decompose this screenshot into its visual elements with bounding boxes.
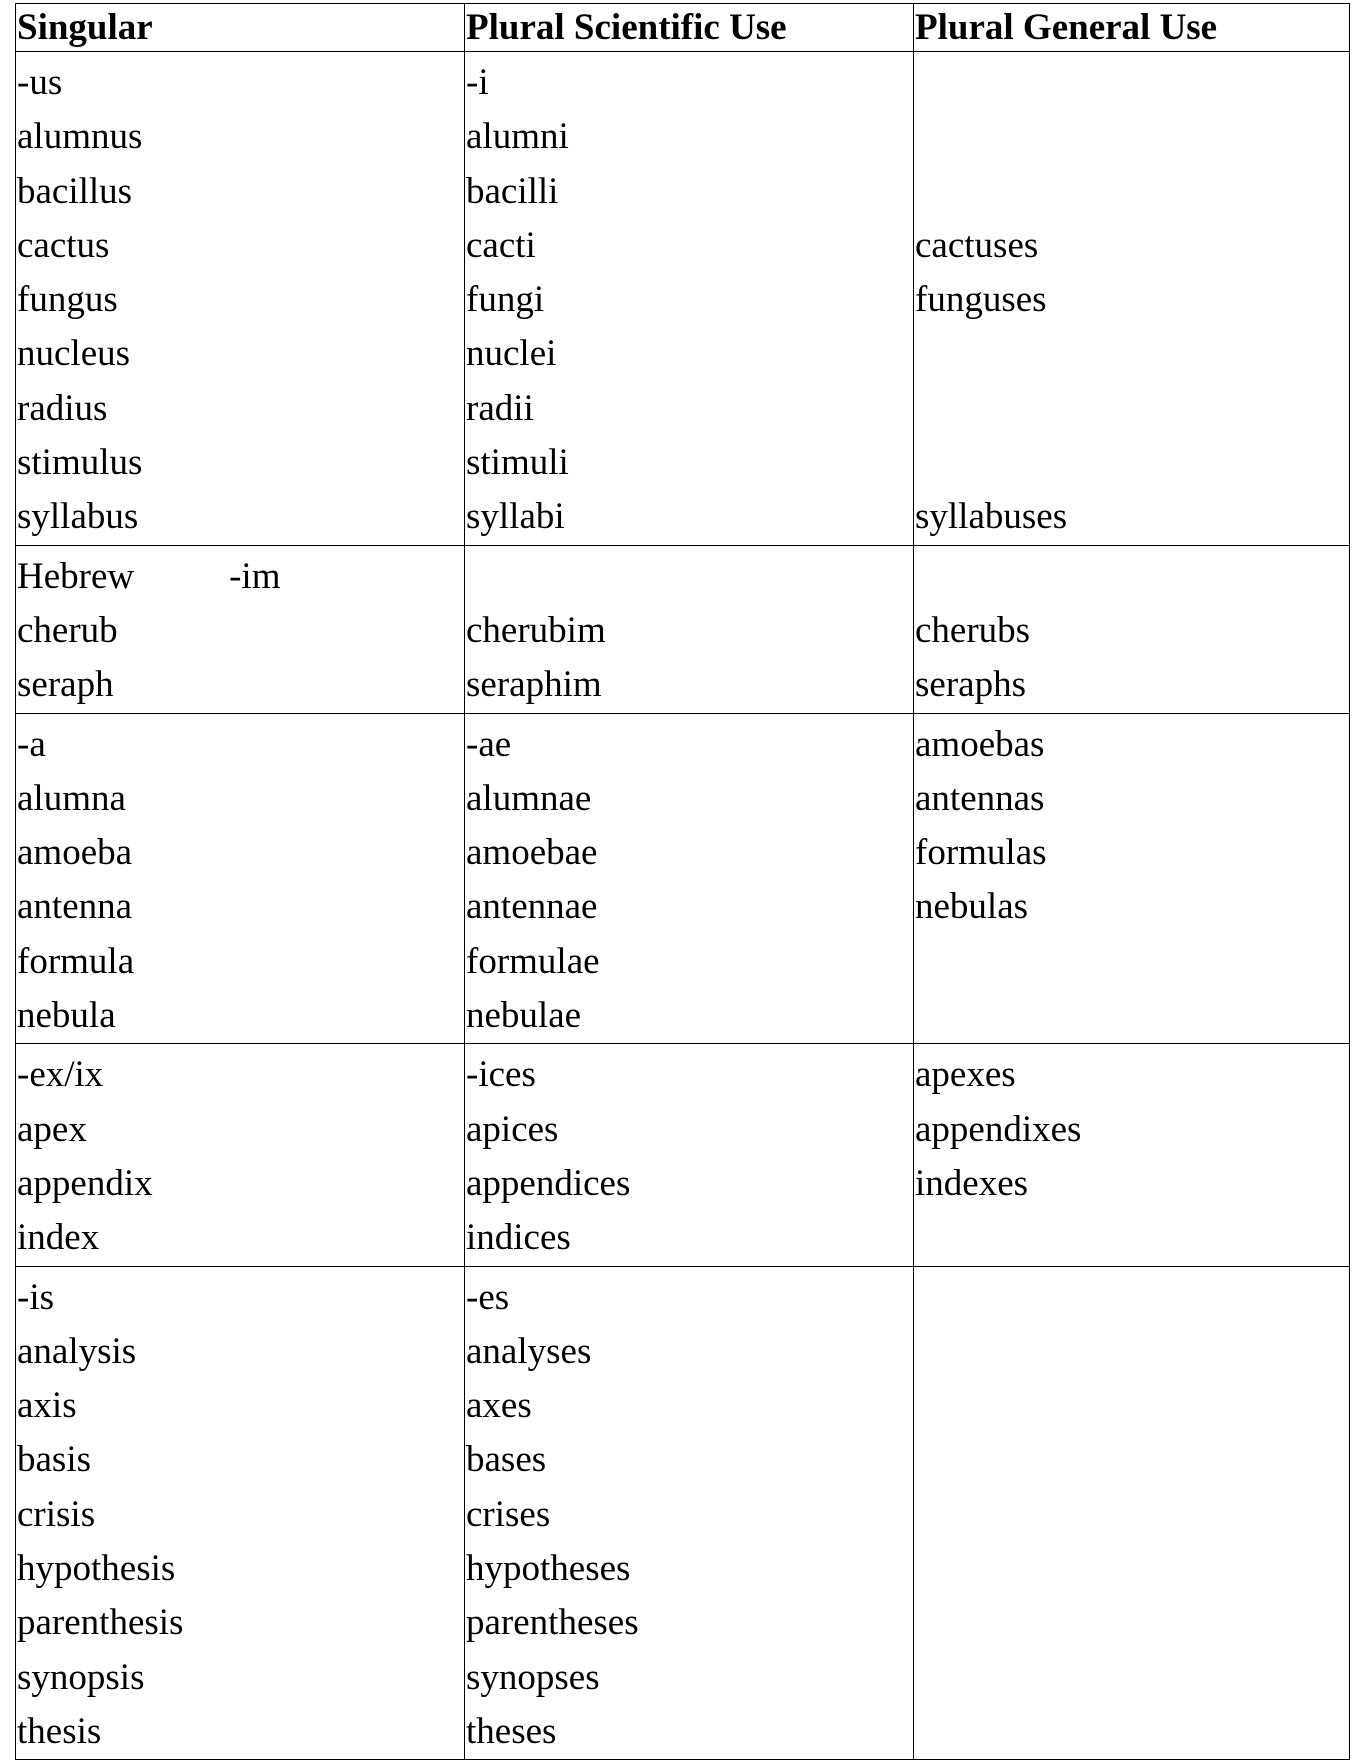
scientific-list bbox=[465, 550, 913, 713]
list-item bbox=[915, 1271, 1349, 1325]
scientific-list bbox=[465, 1048, 913, 1265]
list-item: amoebae bbox=[466, 832, 598, 874]
list-item: seraphim bbox=[466, 664, 602, 706]
scientific-cell bbox=[465, 1266, 914, 1760]
list-item: thesis bbox=[17, 1710, 102, 1752]
list-item: amoeba bbox=[17, 832, 133, 874]
table-row bbox=[16, 1266, 1350, 1760]
general-cell bbox=[914, 713, 1350, 1044]
list-item: analysis bbox=[17, 1330, 137, 1372]
list-item: seraph bbox=[17, 664, 114, 706]
list-item: -ex/ix bbox=[17, 1054, 104, 1096]
list-item: -i bbox=[466, 62, 489, 103]
scientific-cell bbox=[465, 545, 914, 713]
header-plural-scientific: Plural Scientific Use bbox=[465, 4, 914, 52]
list-item: appendices bbox=[466, 1162, 631, 1204]
general-list bbox=[914, 1048, 1349, 1265]
list-item: formula bbox=[17, 940, 135, 982]
list-item: -us bbox=[17, 62, 63, 103]
general-list bbox=[914, 1271, 1349, 1760]
table-header bbox=[16, 4, 1350, 52]
list-item bbox=[915, 1211, 1349, 1265]
list-item: stimuli bbox=[466, 442, 569, 484]
singular-list bbox=[16, 718, 464, 1044]
list-item: alumnus bbox=[17, 116, 143, 158]
list-item: appendixes bbox=[915, 1108, 1082, 1150]
list-item: -a bbox=[17, 723, 46, 765]
general-cell bbox=[914, 545, 1350, 713]
singular-list bbox=[16, 56, 464, 545]
list-item: antennae bbox=[466, 886, 598, 928]
singular-list bbox=[16, 1271, 464, 1760]
list-item: apex bbox=[17, 1108, 87, 1150]
general-cell bbox=[914, 1044, 1350, 1266]
singular-cell bbox=[16, 1044, 465, 1266]
general-cell bbox=[914, 1266, 1350, 1760]
list-item: funguses bbox=[915, 279, 1047, 321]
origin-line bbox=[17, 550, 464, 604]
singular-cell bbox=[16, 1266, 465, 1760]
general-cell bbox=[914, 52, 1350, 546]
list-item: index bbox=[17, 1217, 100, 1259]
list-item: alumna bbox=[17, 777, 126, 819]
list-item: cactus bbox=[17, 224, 110, 266]
singular-cell bbox=[16, 52, 465, 546]
list-item bbox=[915, 165, 1349, 219]
list-item: amoebas bbox=[915, 723, 1045, 765]
list-item bbox=[915, 56, 1349, 110]
list-item: bacilli bbox=[466, 170, 559, 212]
list-item bbox=[915, 1433, 1349, 1487]
list-item bbox=[915, 989, 1349, 1043]
list-item bbox=[915, 1325, 1349, 1379]
scientific-cell bbox=[465, 713, 914, 1044]
general-list bbox=[914, 718, 1349, 1044]
list-item: nebula bbox=[17, 995, 116, 1037]
table-row bbox=[16, 545, 1350, 713]
scientific-list bbox=[465, 56, 913, 545]
list-item: radii bbox=[466, 387, 534, 429]
list-item: bacillus bbox=[17, 170, 133, 212]
plurals-table bbox=[15, 3, 1350, 1760]
list-item: hypotheses bbox=[466, 1548, 631, 1590]
list-item: parentheses bbox=[466, 1602, 639, 1644]
list-item: fungi bbox=[466, 279, 545, 321]
general-list bbox=[914, 550, 1349, 713]
list-item: antenna bbox=[17, 886, 133, 928]
list-item: crisis bbox=[17, 1493, 96, 1535]
table-row bbox=[16, 52, 1350, 546]
general-list bbox=[914, 56, 1349, 545]
list-item: apexes bbox=[915, 1054, 1016, 1096]
list-item bbox=[915, 1542, 1349, 1596]
table-row bbox=[16, 713, 1350, 1044]
scientific-cell bbox=[465, 52, 914, 546]
list-item: bases bbox=[466, 1439, 547, 1481]
origin-label: Hebrew bbox=[17, 555, 135, 597]
list-item bbox=[915, 550, 1349, 604]
list-item: analyses bbox=[466, 1330, 592, 1372]
list-item bbox=[915, 1379, 1349, 1433]
list-item bbox=[915, 935, 1349, 989]
list-item bbox=[915, 436, 1349, 490]
table-row bbox=[16, 1044, 1350, 1266]
list-item: axes bbox=[466, 1385, 532, 1427]
list-item bbox=[466, 550, 913, 604]
list-item: synopses bbox=[466, 1656, 600, 1698]
list-item: crises bbox=[466, 1493, 551, 1535]
list-item: axis bbox=[17, 1385, 77, 1427]
list-item: formulas bbox=[915, 832, 1047, 874]
list-item bbox=[915, 382, 1349, 436]
singular-list bbox=[16, 1048, 464, 1265]
list-item: nucleus bbox=[17, 333, 131, 375]
list-item bbox=[915, 1705, 1349, 1759]
list-item bbox=[915, 1651, 1349, 1705]
list-item bbox=[915, 327, 1349, 381]
list-item: radius bbox=[17, 387, 108, 429]
list-item: nuclei bbox=[466, 333, 557, 375]
list-item: nebulas bbox=[915, 886, 1029, 928]
list-item: nebulae bbox=[466, 995, 582, 1037]
list-item: alumnae bbox=[466, 777, 592, 819]
list-item: hypothesis bbox=[17, 1548, 176, 1590]
list-item: fungus bbox=[17, 279, 118, 321]
list-item: stimulus bbox=[17, 442, 143, 484]
list-item: indices bbox=[466, 1217, 571, 1259]
header-plural-general: Plural General Use bbox=[914, 4, 1350, 52]
list-item: cherubim bbox=[466, 609, 606, 651]
list-item: cactuses bbox=[915, 224, 1039, 266]
list-item: cacti bbox=[466, 224, 536, 266]
list-item: -is bbox=[17, 1276, 54, 1318]
list-item: alumni bbox=[466, 116, 569, 158]
singular-cell bbox=[16, 545, 465, 713]
singular-cell bbox=[16, 713, 465, 1044]
list-item: appendix bbox=[17, 1162, 153, 1204]
list-item: -ices bbox=[466, 1054, 536, 1096]
list-item: -es bbox=[466, 1276, 510, 1318]
list-item: -ae bbox=[466, 723, 512, 765]
list-item: cherubs bbox=[915, 609, 1031, 651]
header-row bbox=[16, 4, 1350, 52]
origin-suffix: -im bbox=[229, 555, 281, 597]
table-body bbox=[16, 52, 1350, 1760]
list-item: syllabi bbox=[466, 496, 565, 538]
scientific-cell bbox=[465, 1044, 914, 1266]
list-item: basis bbox=[17, 1439, 91, 1481]
list-item bbox=[915, 110, 1349, 164]
list-item: theses bbox=[466, 1710, 557, 1752]
list-item: cherub bbox=[17, 609, 118, 651]
list-item: parenthesis bbox=[17, 1602, 184, 1644]
header-singular: Singular bbox=[16, 4, 465, 52]
list-item: formulae bbox=[466, 940, 600, 982]
list-item: synopsis bbox=[17, 1656, 145, 1698]
list-item bbox=[915, 1488, 1349, 1542]
list-item: apices bbox=[466, 1108, 559, 1150]
list-item: antennas bbox=[915, 777, 1045, 819]
singular-list bbox=[16, 550, 464, 713]
scientific-list bbox=[465, 1271, 913, 1760]
list-item: seraphs bbox=[915, 664, 1026, 706]
list-item: syllabus bbox=[17, 496, 139, 538]
list-item: syllabuses bbox=[915, 496, 1068, 538]
list-item: indexes bbox=[915, 1162, 1029, 1204]
scientific-list bbox=[465, 718, 913, 1044]
list-item bbox=[915, 1596, 1349, 1650]
